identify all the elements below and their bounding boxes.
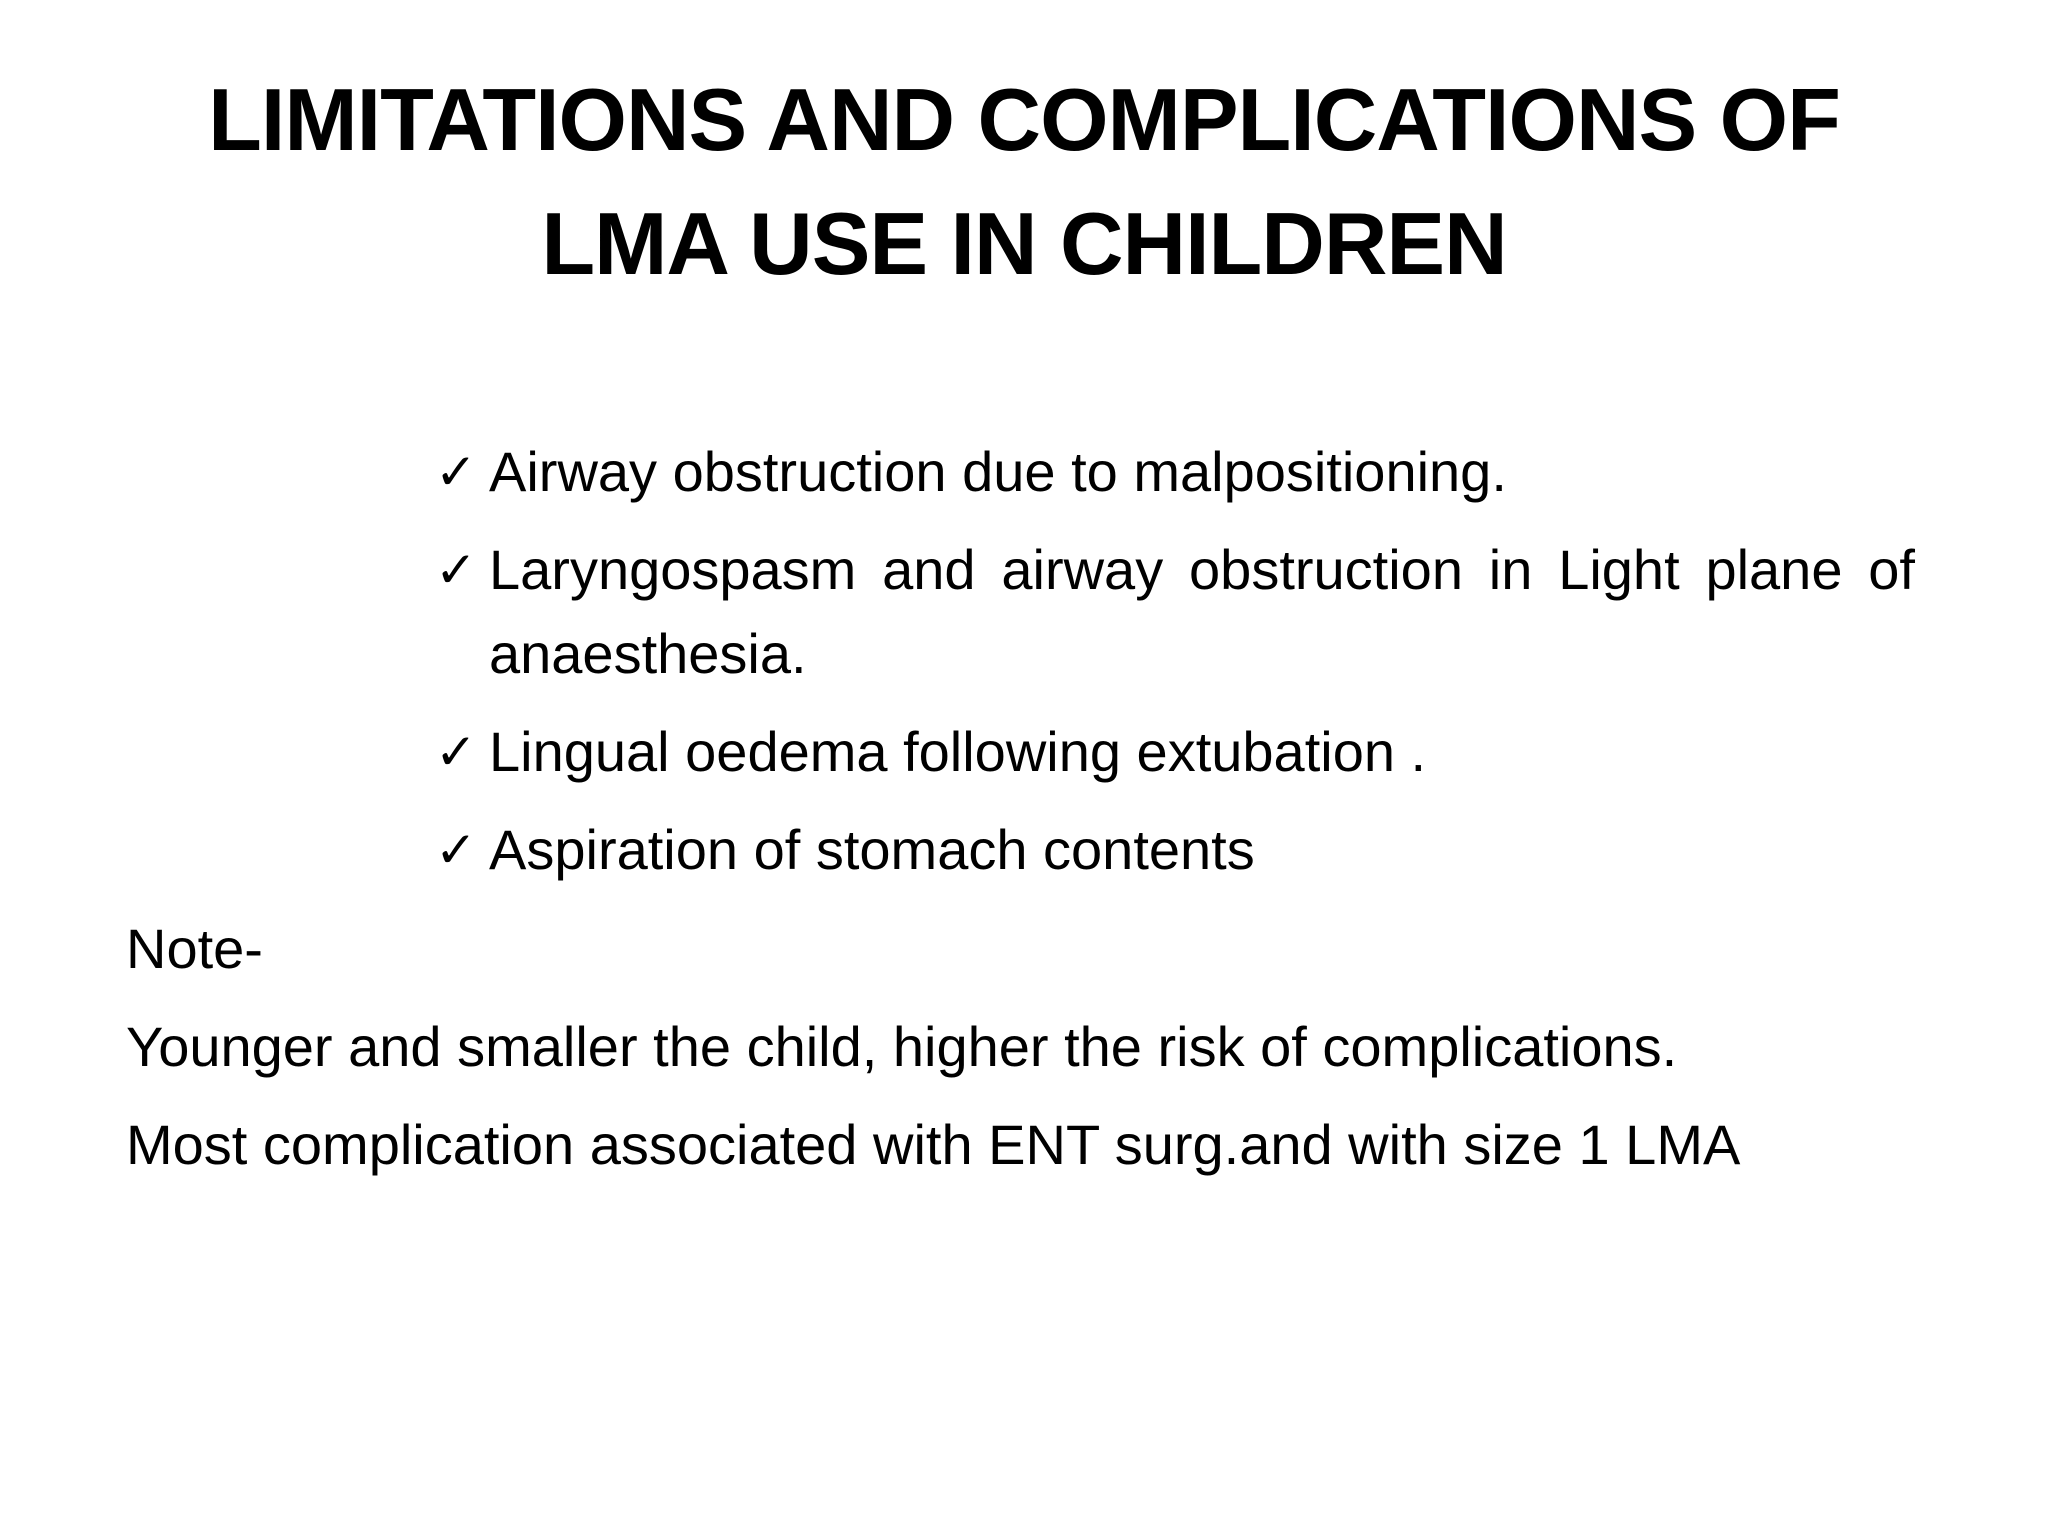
list-item [435,430,1915,514]
note-line: Younger and smaller the child, higher the risk of complications. [126,1015,1678,1078]
list-item-text: Laryngospasm and airway obstruction in Light plane of anaesthesia. [489,538,1915,685]
slide-title-line-2: LMA USE IN CHILDREN [541,194,1507,293]
list-item-text: Airway obstruction due to malpositioning. [489,440,1507,503]
note-heading: Note- [126,917,263,980]
note-section [126,907,1926,1201]
list-item-text: Lingual oedema following extubation . [489,720,1427,783]
complications-list [435,430,1915,906]
checkmark-icon: ✓ [435,443,477,501]
list-item [435,528,1915,696]
checkmark-icon: ✓ [435,541,477,599]
list-item [435,808,1915,892]
slide-title-line-1: LIMITATIONS AND COMPLICATIONS OF [208,70,1840,169]
slide-title [0,58,2048,306]
checkmark-icon: ✓ [435,723,477,781]
checkmark-icon: ✓ [435,821,477,879]
list-item [435,710,1915,794]
note-line: Most complication associated with ENT surg.and with size 1 LMA [126,1113,1741,1176]
list-item-text: Aspiration of stomach contents [489,818,1255,881]
